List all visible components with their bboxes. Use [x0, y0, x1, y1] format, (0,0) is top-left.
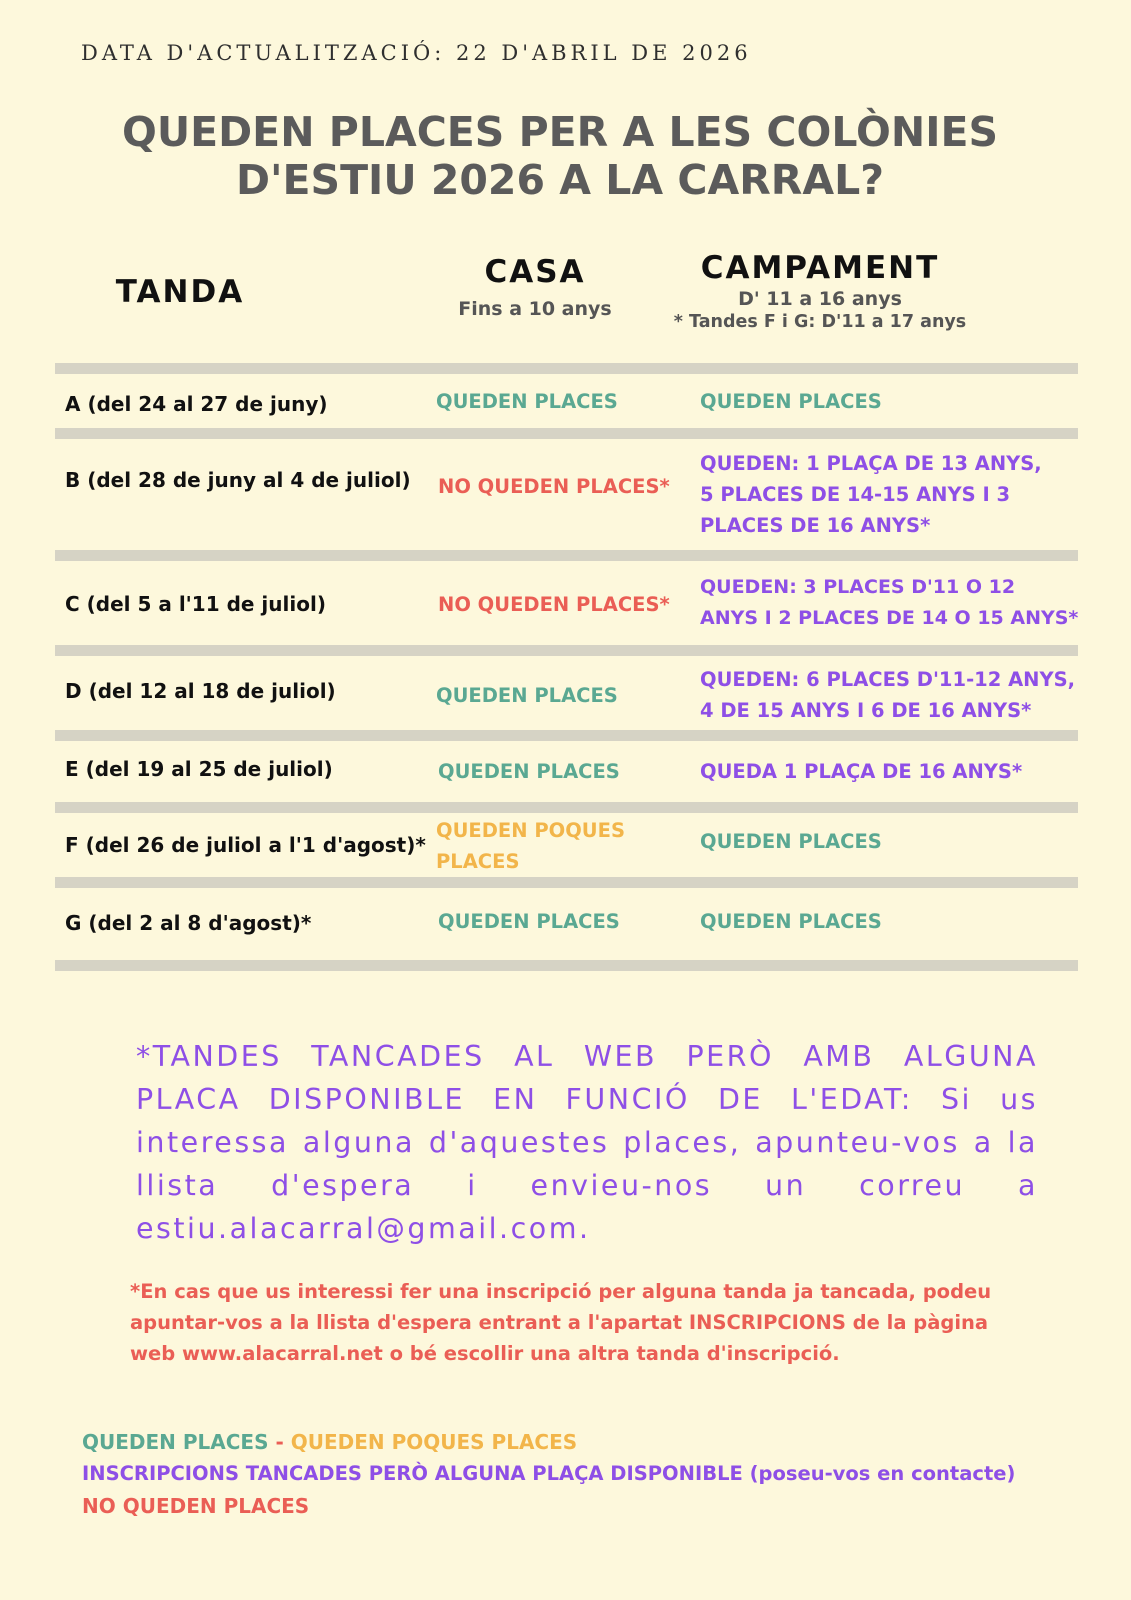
title-line-1: QUEDEN PLACES PER A LES COLÒNIES — [122, 108, 998, 156]
row-f-campament-status — [700, 826, 882, 857]
status-line: PLACES DE 16 ANYS* — [700, 514, 931, 537]
update-date: DATA D'ACTUALITZACIÓ: 22 D'ABRIL DE 2026 — [81, 41, 752, 65]
row-e-casa-status: QUEDEN PLACES — [438, 760, 620, 783]
row-f-casa-status — [436, 815, 625, 877]
footnote: *En cas que us interessi fer una inscripció per alguna tanda ja tancada, podeu apuntar-vos a la llista d'espera entrant a l'apartat INSCRIPCIONS de la pàgina web www.alacarral.net o bé escollir una altra tanda d'inscripció. — [130, 1280, 992, 1365]
status-line: QUEDEN: 1 PLAÇA DE 13 ANYS, — [700, 452, 1042, 475]
page-title — [60, 108, 1060, 204]
status-line: QUEDA 1 PLAÇA DE 16 ANYS* — [700, 760, 1023, 783]
status-line: QUEDEN PLACES — [700, 910, 882, 933]
status-line: QUEDEN PLACES — [700, 830, 882, 853]
row-c-tanda: C (del 5 a l'11 de juliol) — [65, 592, 326, 616]
legend-red: NO QUEDEN PLACES — [82, 1494, 310, 1518]
header-tanda: TANDA — [115, 274, 245, 310]
status-line: QUEDEN POQUES — [436, 819, 625, 842]
row-f-tanda: F (del 26 de juliol a l'1 d'agost)* — [65, 833, 426, 857]
row-e-campament-status — [700, 756, 1022, 787]
legend-green: QUEDEN PLACES — [82, 1430, 269, 1454]
row-a-tanda: A (del 24 al 27 de juny) — [65, 392, 328, 416]
header-campament-title: CAMPAMENT — [700, 250, 940, 286]
row-c-campament-status — [700, 572, 1078, 634]
header-campament-note: * Tandes F i G: D'11 a 17 anys — [673, 312, 967, 332]
row-g-casa-status: QUEDEN PLACES — [438, 910, 620, 933]
title-line-2: D'ESTIU 2026 A LA CARRAL? — [235, 156, 885, 204]
row-d-tanda: D (del 12 al 18 de juliol) — [65, 679, 336, 703]
status-line: ANYS I 2 PLACES DE 14 O 15 ANYS* — [700, 607, 1079, 629]
row-g-tanda: G (del 2 al 8 d'agost)* — [65, 911, 312, 935]
row-a-campament-status — [700, 386, 882, 417]
row-e-tanda: E (del 19 al 25 de juliol) — [65, 757, 333, 781]
status-line: QUEDEN PLACES — [700, 390, 882, 413]
table-separator — [55, 730, 1078, 741]
header-casa — [420, 254, 650, 320]
row-d-casa-status: QUEDEN PLACES — [436, 684, 618, 707]
status-line: 5 PLACES DE 14-15 ANYS I 3 — [700, 483, 1011, 506]
table-separator — [55, 877, 1078, 888]
status-line: 4 DE 15 ANYS I 6 DE 16 ANYS* — [700, 699, 1032, 722]
table-separator — [55, 363, 1078, 374]
legend-purple: INSCRIPCIONS TANCADES PERÒ ALGUNA PLAÇA DISPONIBLE (poseu-vos en contacte) — [82, 1462, 1016, 1485]
table-separator — [55, 550, 1078, 561]
header-campament — [660, 250, 980, 332]
status-line: PLACES — [436, 850, 520, 873]
table-separator — [55, 960, 1078, 971]
header-casa-title: CASA — [484, 254, 586, 290]
row-d-campament-status — [700, 664, 1075, 726]
table-separator — [55, 428, 1078, 439]
header-casa-sub: Fins a 10 anys — [458, 298, 612, 320]
row-c-casa-status: NO QUEDEN PLACES* — [438, 593, 670, 616]
status-line: QUEDEN: 6 PLACES D'11-12 ANYS, — [700, 668, 1076, 691]
legend-dash: - — [268, 1430, 291, 1454]
table-separator — [55, 802, 1078, 813]
legend-orange: QUEDEN POQUES PLACES — [290, 1430, 578, 1454]
table-separator — [55, 645, 1078, 656]
row-b-casa-status: NO QUEDEN PLACES* — [438, 475, 670, 498]
closed-tandes-note: *TANDES TANCADES AL WEB PERÒ AMB ALGUNA PLACA DISPONIBLE EN FUNCIÓ DE L'EDAT: Si us interessa alguna d'aquestes places, apunteu-vos a la llista d'espera i envieu-nos un correu a estiu.alacarral@gmail.com. — [136, 1040, 1038, 1245]
header-campament-sub: D' 11 a 16 anys — [738, 288, 902, 310]
row-b-campament-status — [700, 448, 1042, 541]
row-a-casa-status: QUEDEN PLACES — [436, 390, 618, 413]
row-b-tanda: B (del 28 de juny al 4 de juliol) — [65, 468, 411, 492]
status-line: QUEDEN: 3 PLACES D'11 O 12 — [700, 576, 1016, 598]
row-g-campament-status — [700, 906, 882, 937]
legend-line-1 — [82, 1430, 577, 1454]
